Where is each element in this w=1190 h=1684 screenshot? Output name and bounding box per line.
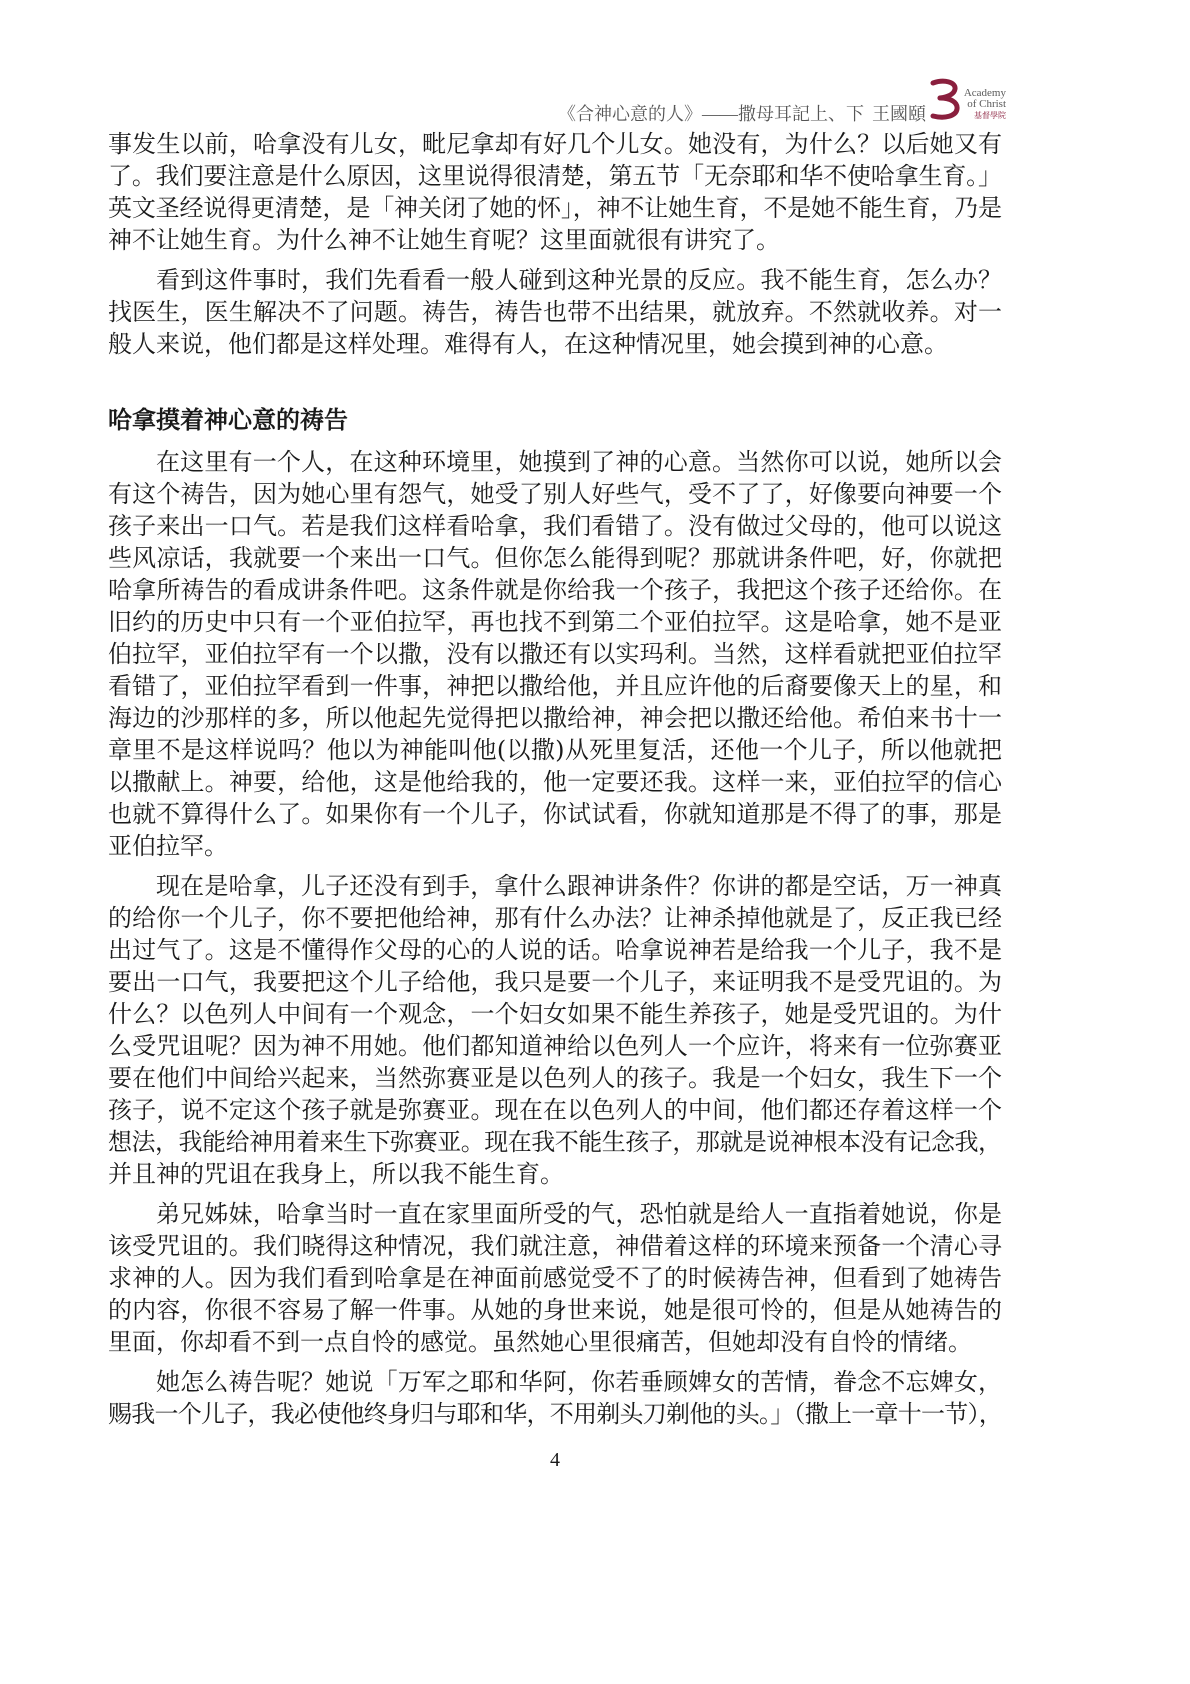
page-number: 4 [550, 1449, 560, 1471]
logo-emblem-icon [930, 78, 960, 120]
section-heading: 哈拿摸着神心意的祷告 [108, 405, 348, 434]
text-line: 也就不算得什么了。如果你有一个儿子，你试试看，你就知道那是不得了的事，那是 [108, 800, 1003, 828]
text-line: 想法，我能给神用着来生下弥赛亚。现在我不能生孩子，那就是说神根本没有记念我， [108, 1128, 1002, 1156]
text-line: 要在他们中间给兴起来，当然弥赛亚是以色列人的孩子。我是一个妇女，我生下一个 [108, 1064, 1003, 1092]
text-line: 的内容，你很不容易了解一件事。从她的身世来说，她是很可怜的，但是从她祷告的 [108, 1296, 1003, 1324]
paragraph [108, 128, 1002, 256]
text-line: 出过气了。这是不懂得作父母的心的人说的话。哈拿说神若是给我一个儿子，我不是 [108, 936, 1003, 964]
text-line: 事发生以前，哈拿没有儿女，毗尼拿却有好几个儿女。她没有，为什么？以后她又有 [108, 130, 1003, 158]
text-line: 现在是哈拿，儿子还没有到手，拿什么跟神讲条件？你讲的都是空话，万一神真 [156, 872, 1003, 900]
text-line: 什么？以色列人中间有一个观念，一个妇女如果不能生养孩子，她是受咒诅的。为什 [108, 1000, 1003, 1028]
text-line: 里面，你却看不到一点自怜的感觉。虽然她心里很痛苦，但她却没有自怜的情绪。 [108, 1328, 972, 1356]
text-line: 的给你一个儿子，你不要把他给神，那有什么办法？让神杀掉他就是了，反正我已经 [108, 904, 1003, 932]
paragraph [108, 446, 1002, 862]
paragraph [108, 264, 1002, 360]
text-line: 并且神的咒诅在我身上，所以我不能生育。 [108, 1160, 564, 1188]
text-line: 有这个祷告，因为她心里有怨气，她受了别人好些气，受不了了，好像要向神要一个 [108, 480, 1003, 508]
text-line: 神不让她生育。为什么神不让她生育呢？这里面就很有讲究了。 [108, 226, 780, 254]
text-line: 看到这件事时，我们先看看一般人碰到这种光景的反应。我不能生育，怎么办？ [156, 266, 1003, 294]
logo-emblem-lower-stroke [933, 98, 957, 117]
text-line: 伯拉罕，亚伯拉罕有一个以撒，没有以撒还有以实玛利。当然，这样看就把亚伯拉罕 [108, 640, 1003, 668]
text-line: 般人来说，他们都是这样处理。难得有人，在这种情况里，她会摸到神的心意。 [108, 330, 948, 358]
logo-emblem-upper-stroke [933, 81, 955, 98]
logo-text-academy: Academy [963, 87, 1006, 99]
text-line: 英文圣经说得更清楚，是「神关闭了她的怀」，神不让她生育，不是她不能生育，乃是 [108, 194, 1002, 222]
text-line: 旧约的历史中只有一个亚伯拉罕，再也找不到第二个亚伯拉罕。这是哈拿，她不是亚 [108, 608, 1003, 636]
text-line: 亚伯拉罕。 [108, 832, 228, 860]
paragraph [108, 870, 1002, 1190]
text-line: 她怎么祷告呢？她说「万军之耶和华阿，你若垂顾婢女的苦情，眷念不忘婢女， [156, 1368, 1003, 1396]
text-line: 了。我们要注意是什么原因，这里说得很清楚，第五节「无奈耶和华不使哈拿生育。」 [108, 162, 1002, 190]
text-line: 要出一口气，我要把这个儿子给他，我只是要一个儿子，来证明我不是受咒诅的。为 [108, 968, 1003, 996]
header-author: 王國頤 [872, 104, 926, 124]
text-line: 弟兄姊妹，哈拿当时一直在家里面所受的气，恐怕就是给人一直指着她说，你是 [156, 1200, 1003, 1228]
paragraph [108, 1198, 1002, 1358]
text-line: 孩子，说不定这个孩子就是弥赛亚。现在在以色列人的中间，他们都还存着这样一个 [108, 1096, 1003, 1124]
text-line: 该受咒诅的。我们晓得这种情况，我们就注意，神借着这样的环境来预备一个清心寻 [108, 1232, 1003, 1260]
header-book-title: 《合神心意的人》——撒母耳記上、下 [558, 104, 864, 124]
running-header [558, 103, 926, 125]
logo-text-chinese-name: 基督學院 [974, 111, 1006, 120]
text-line: 海边的沙那样的多，所以他起先觉得把以撒给神，神会把以撒还给他。希伯来书十一 [108, 704, 1003, 732]
text-line: 在这里有一个人，在这种环境里，她摸到了神的心意。当然你可以说，她所以会 [156, 448, 1003, 476]
text-line: 找医生，医生解决不了问题。祷告，祷告也带不出结果，就放弃。不然就收养。对一 [108, 298, 1003, 326]
paragraph [108, 1366, 1002, 1430]
text-line: 赐我一个儿子，我必使他终身归与耶和华，不用剃头刀剃他的头。」（撒上一章十一节）， [108, 1400, 1002, 1428]
text-line: 看错了，亚伯拉罕看到一件事，神把以撒给他，并且应许他的后裔要像天上的星，和 [108, 672, 1003, 700]
text-line: 孩子来出一口气。若是我们这样看哈拿，我们看错了。没有做过父母的，他可以说这 [108, 512, 1003, 540]
text-line: 哈拿所祷告的看成讲条件吧。这条件就是你给我一个孩子，我把这个孩子还给你。在 [108, 576, 1003, 604]
text-line: 章里不是这样说吗？他以为神能叫他(以撒)从死里复活，还他一个儿子，所以他就把 [108, 736, 1003, 764]
text-line: 些风凉话，我就要一个来出一口气。但你怎么能得到呢？那就讲条件吧，好，你就把 [108, 544, 1003, 572]
text-line: 求神的人。因为我们看到哈拿是在神面前感觉受不了的时候祷告神，但看到了她祷告 [108, 1264, 1003, 1292]
logo-text-of-christ: of Christ [967, 98, 1006, 110]
text-line: 么受咒诅呢？因为神不用她。他们都知道神给以色列人一个应许，将来有一位弥赛亚 [108, 1032, 1003, 1060]
body-text [108, 128, 1002, 1438]
academy-of-christ-logo [930, 78, 1008, 124]
text-line: 以撒献上。神要，给他，这是他给我的，他一定要还我。这样一来，亚伯拉罕的信心 [108, 768, 1003, 796]
